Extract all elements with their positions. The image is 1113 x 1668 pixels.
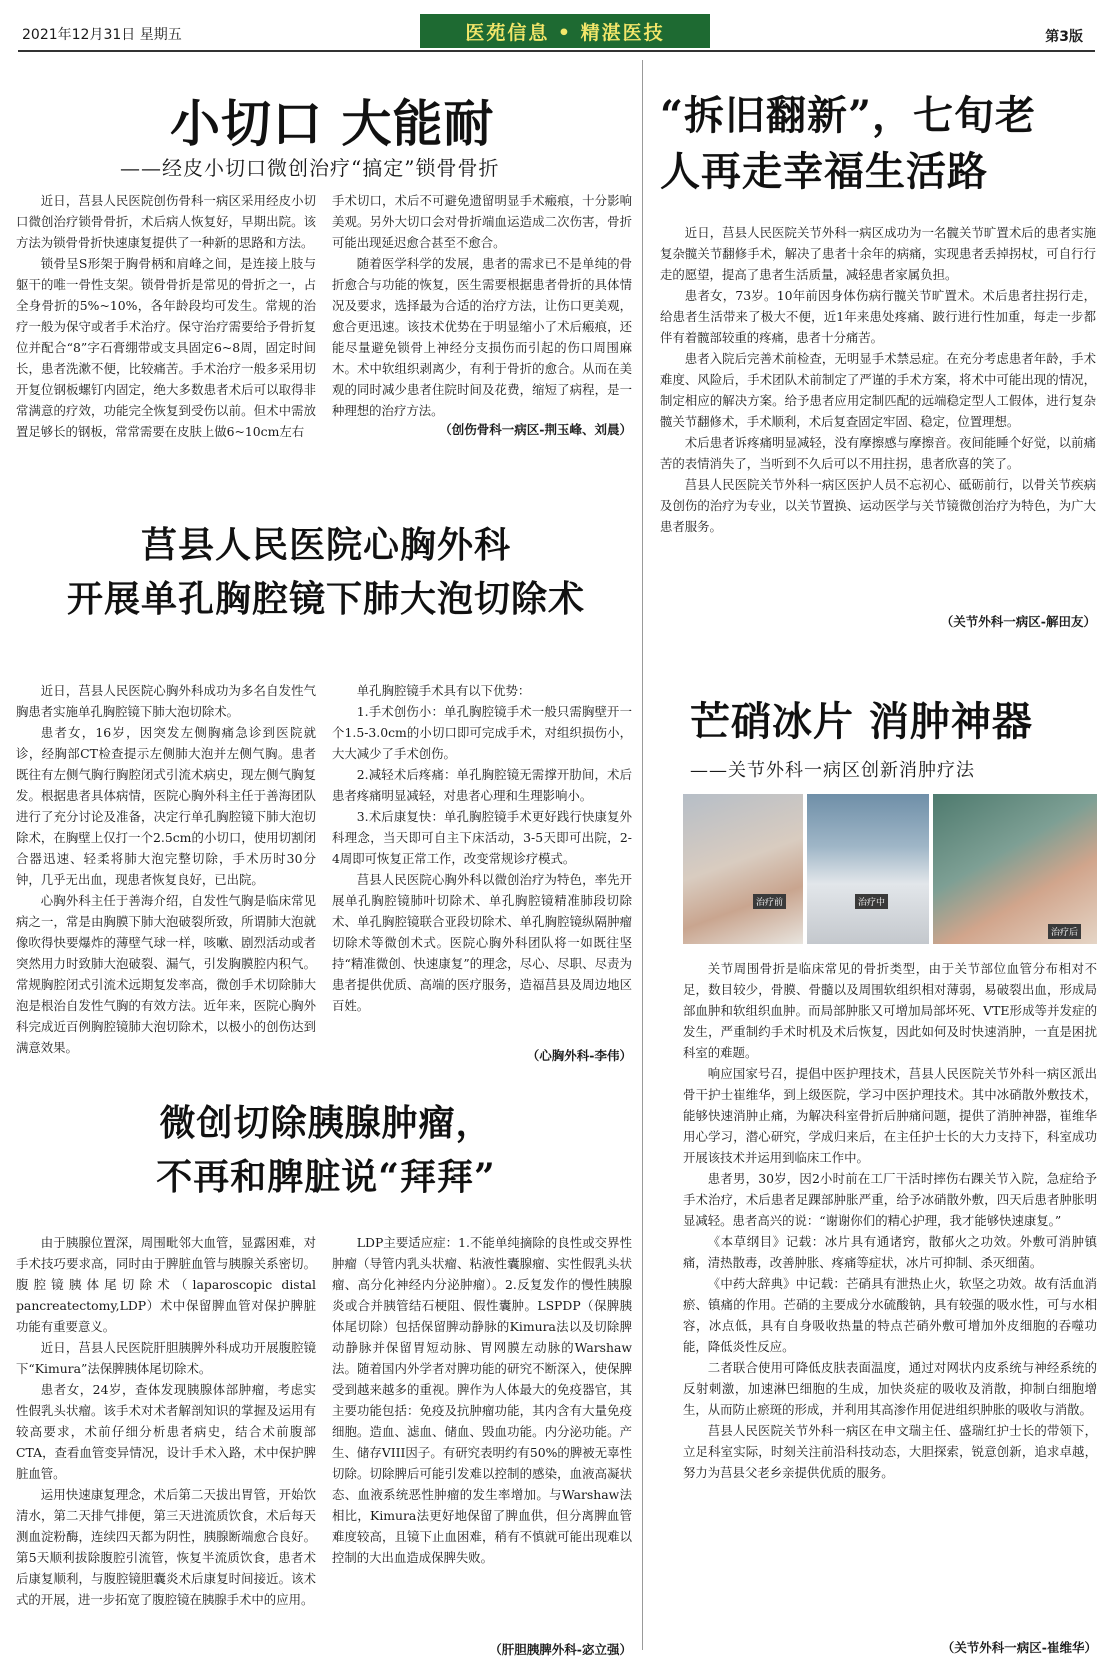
paragraph: 近日，莒县人民医院心胸外科成功为多名自发性气胸患者实施单孔胸腔镜下肺大泡切除术。 [16,683,316,719]
photo-caption: 治疗前 [753,894,786,909]
paragraph: 心胸外科主任于善海介绍，自发性气胸是临床常见病之一，常是由胸膜下肺大泡破裂所致，所谓肺大泡就像吹得快要爆炸的薄壁气球一样，咳嗽、剧烈活动或者突然用力时致肺大泡破裂、漏气，引发胸膜腔内积气。常规胸腔闭式引流术远期复发率高，微创手术切除肺大泡是根治自发性气胸的有效方法。近年来，医院心胸外科完成近百例胸腔镜肺大泡切除术，以极小的创伤达到满意效果。 [16,893,316,1055]
photo-caption: 治疗中 [855,894,888,909]
issue-date: 2021年12月31日 星期五 [22,27,182,43]
article-1-title: 小切口 大能耐 [170,94,495,153]
paragraph: 运用快速康复理念，术后第二天拔出胃管，开始饮清水，第二天排气排便，第三天进流质饮食，术后每天测血淀粉酶，连续四天都为阴性，胰腺断端愈合良好。第5天顺利拔除腹腔引流管，恢复半流质饮食，患者术后康复顺利，与腹腔镜胆囊炎术后康复时间接近。该术式的开展，进一步拓宽了腹腔镜在胰腺手术中的应用。 [16,1487,316,1607]
paragraph: 患者女，16岁，因突发左侧胸痛急诊到医院就诊，经胸部CT检查提示左侧肺大泡并左侧气胸。患者既往有左侧气胸行胸腔闭式引流术病史，现左侧气胸复发。根据患者具体病情，医院心胸外科主任于善海团队进行了充分讨论及准备，决定行单孔胸腔镜下肺大泡切除术，在胸壁上仅打一个2.5cm的小切口，使用切割闭合器迅速、轻柔将肺大泡完整切除，手术历时30分钟，几乎无出血，现患者恢复良好，已出院。 [16,725,316,887]
article-2-body [660,222,1096,537]
article-1-byline: （创伤骨科一病区-荆玉峰、刘晨） [439,422,632,437]
photo-after-treatment [933,794,1097,944]
header-rule [18,50,1095,52]
paragraph: 近日，莒县人民医院关节外科一病区成功为一名髋关节旷置术后的患者实施复杂髋关节翻修手术，解决了患者十余年的病痛，实现患者丢掉拐杖，可自行行走的愿望，提高了患者生活质量，减轻患者家属负担。 [660,225,1096,282]
photo-before-treatment [683,794,803,944]
article-5-column-2 [332,1232,632,1568]
article-1-column-1 [16,190,316,442]
masthead-banner: 医苑信息 • 精湛医技 [420,14,710,48]
article-3-byline: （心胸外科-李伟） [526,1048,632,1063]
article-4-title: 芒硝冰片 消肿神器 [690,698,1033,745]
article-2-title [660,88,1100,200]
photo-caption: 治疗后 [1048,924,1081,939]
title-line: 开展单孔胸腔镜下肺大泡切除术 [66,578,585,620]
article-4-subtitle: ——关节外科一病区创新消肿疗法 [690,760,975,781]
article-4-body [683,958,1097,1483]
article-2-byline: （关节外科一病区-解田友） [940,614,1096,629]
paragraph: 随着医学科学的发展，患者的需求已不是单纯的骨折愈合与功能的恢复，医生需要根据患者骨折的具体情况及要求，选择最为合适的治疗方法，让伤口更美观，愈合更迅速。该技术优势在于明显缩小了术后瘢痕，还能尽量避免锁骨上神经分支损伤而引起的伤口周围麻木。术中软组织剥离少，有利于骨折的愈合。从而在美观的同时减少患者住院时间及花费，缩短了病程，是一种理想的治疗方法。 [332,256,632,418]
paragraph: 《中药大辞典》中记载：芒硝具有泄热止火，软坚之功效。故有活血消瘀、镇痛的作用。芒硝的主要成分水硫酸钠，具有较强的吸水性，可与水相容，冰点低，具有自身吸收热量的特点芒硝外敷可增加外皮细胞的吞噬功能，降低炎性反应。 [683,1276,1097,1354]
paragraph: 《本草纲目》记载：冰片具有通诸窍，散郁火之功效。外敷可消肿镇痛，清热散毒，改善肿胀、疼痛等症状，冰片可抑制、杀灭细菌。 [683,1234,1097,1270]
paragraph: 由于胰腺位置深，周围毗邻大血管，显露困难，对手术技巧要求高，同时由于脾脏血管与胰腺关系密切。腹腔镜胰体尾切除术（laparoscopic distal pancreatectomy,LDP）术中保留脾血管对保护脾脏功能有重要意义。 [16,1235,316,1334]
page-number: 第3版 [1045,29,1083,45]
paragraph: 1.手术创伤小：单孔胸腔镜手术一般只需胸壁开一个1.5-3.0cm的小切口即可完成手术，对组织损伤小，大大减少了手术创伤。 [332,704,632,761]
paragraph: 二者联合使用可降低皮肤表面温度，通过对网状内皮系统与神经系统的反射刺激，加速淋巴细胞的生成，加快炎症的吸收及消散，抑制白细胞增生，从而防止瘀斑的形成，并利用其高渗作用促进组织肿胀的吸收与消散。 [683,1360,1097,1417]
title-line: 人再走幸福生活路 [660,148,988,195]
title-line: “拆旧翻新”，七旬老 [660,92,1037,139]
paragraph: 患者女，24岁，查体发现胰腺体部肿瘤，考虑实性假乳头状瘤。该手术对术者解剖知识的掌握及运用有较高要求，术前仔细分析患者病史，结合术前腹部CTA，查看血管变异情况，设计手术入路，术中保护脾脏血管。 [16,1382,316,1481]
paragraph: 莒县人民医院关节外科一病区在申文瑞主任、盛瑞红护士长的带领下，立足科室实际，时刻关注前沿科技动态，大胆探索，锐意创新，追求卓越，努力为莒县父老乡亲提供优质的服务。 [683,1423,1097,1480]
paragraph: 近日，莒县人民医院创伤骨科一病区采用经皮小切口微创治疗锁骨骨折，术后病人恢复好，早期出院。该方法为锁骨骨折快速康复提供了一种新的思路和方法。 [16,193,316,250]
paragraph: 2.减轻术后疼痛：单孔胸腔镜无需撑开肋间，术后患者疼痛明显减轻，对患者心理和生理影响小。 [332,767,632,803]
article-5-column-1 [16,1232,316,1610]
paragraph: 锁骨呈S形架于胸骨柄和肩峰之间，是连接上肢与躯干的唯一骨性支架。锁骨骨折是常见的骨折之一，占全身骨折的5%~10%，各年龄段均可发生。常规的治疗一般为保守或者手术治疗。保守治疗需要给予骨折复位并配合“8”字石膏绷带或支具固定6~8周，固定时间长，患者洗漱不便，比较痛苦。手术治疗一般多采用切开复位钢板螺钉内固定，绝大多数患者术后可以取得非常满意的疗效，功能完全恢复到受伤以前。但术中需放置足够长的钢板，常常需要在皮肤上做6~10cm左右 [16,256,316,439]
paragraph: 手术切口，术后不可避免遗留明显手术瘢痕，十分影响美观。另外大切口会对骨折端血运造成二次伤害，骨折可能出现延迟愈合甚至不愈合。 [332,193,632,250]
paragraph: 3.术后康复快：单孔胸腔镜手术更好践行快康复外科理念，当天即可自主下床活动，3-5天即可出院，2-4周即可恢复正常工作，改变常规诊疗模式。 [332,809,632,866]
paragraph: 患者入院后完善术前检查，无明显手术禁忌症。在充分考虑患者年龄，手术难度、风险后，手术团队术前制定了严谨的手术方案，将术中可能出现的情况，制定相应的解决方案。给予患者应用定制匹配的远端稳定型人工假体，进行复杂髋关节翻修术，手术顺利，术后复查固定牢固、稳定，位置理想。 [660,351,1096,429]
paragraph: LDP主要适应症：1.不能单纯摘除的良性或交界性肿瘤（导管内乳头状瘤、粘液性囊腺瘤、实性假乳头状瘤、高分化神经内分泌肿瘤）。2.反复发作的慢性胰腺炎或合并胰管结石梗阻、假性囊肿。LSPDP（保脾胰体尾切除）包括保留脾动静脉的Kimura法以及切除脾动静脉并保留胃短动脉、胃网膜左动脉的Warshaw法。随着国内外学者对脾功能的研究不断深入，使保脾受到越来越多的重视。脾作为人体最大的免疫器官，其主要功能包括：免疫及抗肿瘤功能，其内含有大量免疫细胞。造血、滤血、储血、毁血功能。内分泌功能。产生、储存VIII因子。有研究表明约有50%的脾被无辜性切除。切除脾后可能引发难以控制的感染，血液高凝状态、血液系统恶性肿瘤的发生率增加。与Warshaw法相比，Kimura法更好地保留了脾血供，但分离脾血管难度较高，且镜下止血困难，稍有不慎就可能出现难以控制的大出血造成保脾失败。 [332,1235,632,1565]
article-3-column-1 [16,680,316,1058]
article-3-column-2 [332,680,632,1016]
article-4-byline: （关节外科一病区-崔维华） [941,1640,1097,1655]
paragraph: 响应国家号召，提倡中医护理技术，莒县人民医院关节外科一病区派出骨干护士崔维华，到上级医院，学习中医护理技术。其中冰硝散外敷技术，能够快速消肿止痛，为解决科室骨折后肿痛问题，提供了消肿神器，崔维华用心学习，潜心研究，学成归来后，在主任护士长的大力支持下，科室成功开展该技术并运用到临床工作中。 [683,1066,1097,1165]
title-line: 莒县人民医院心胸外科 [140,524,511,566]
title-line: 不再和脾脏说“拜拜” [156,1156,496,1198]
paragraph: 近日，莒县人民医院肝胆胰脾外科成功开展腹腔镜下“Kimura”法保脾胰体尾切除术。 [16,1340,316,1376]
column-divider [642,60,643,1650]
article-3-title [16,518,636,626]
paragraph: 患者男，30岁，因2小时前在工厂干活时摔伤右踝关节入院，急症给予手术治疗，术后患者足踝部肿胀严重，给予冰硝散外敷，四天后患者肿胀明显减轻。患者高兴的说：“谢谢你们的精心护理，我才能够快速康复。” [683,1171,1097,1228]
article-1-subtitle: ——经皮小切口微创治疗“搞定”锁骨骨折 [120,156,500,180]
title-line: 微创切除胰腺肿瘤， [159,1102,493,1144]
paragraph: 莒县人民医院心胸外科以微创治疗为特色，率先开展单孔胸腔镜肺叶切除术、单孔胸腔镜精准肺段切除术、单孔胸腔镜联合亚段切除术、单孔胸腔镜纵隔肿瘤切除术等微创术式。医院心胸外科团队将一如既往坚持“精准微创、快速康复”的理念，尽心、尽职、尽责为患者提供优质、高端的医疗服务，造福莒县及周边地区百姓。 [332,872,632,1013]
article-1-column-2 [332,190,632,421]
article-5-title [16,1096,636,1204]
paragraph: 莒县人民医院关节外科一病区医护人员不忘初心、砥砺前行，以骨关节疾病及创伤的治疗为专业，以关节置换、运动医学与关节镜微创治疗为特色，为广大患者服务。 [660,477,1096,534]
paragraph: 术后患者诉疼痛明显减轻，没有摩擦感与摩擦音。夜间能睡个好觉，以前痛苦的表情消失了，当听到不久后可以不用拄拐，患者欣喜的笑了。 [660,435,1096,471]
paragraph: 单孔胸腔镜手术具有以下优势： [356,683,531,698]
photo-during-treatment [807,794,929,944]
paragraph: 患者女，73岁。10年前因身体伤病行髋关节旷置术。术后患者拄拐行走，给患者生活带来了极大不便，近1年来患处疼痛、跛行进行性加重，每走一步都伴有着髋部较重的疼痛，患者十分痛苦。 [660,288,1096,345]
article-5-byline: （肝胆胰脾外科-宓立强） [489,1642,632,1657]
paragraph: 关节周围骨折是临床常见的骨折类型，由于关节部位血管分布相对不足，数目较少，骨膜、骨髓以及周围软组织相对薄弱，易破裂出血，形成局部血肿和软组织血肿。而局部肿胀又可增加局部坏死、VTE形成等并发症的发生，严重制约手术时机及术后恢复，因此如何及时快速消肿，一直是困扰科室的难题。 [683,961,1097,1060]
